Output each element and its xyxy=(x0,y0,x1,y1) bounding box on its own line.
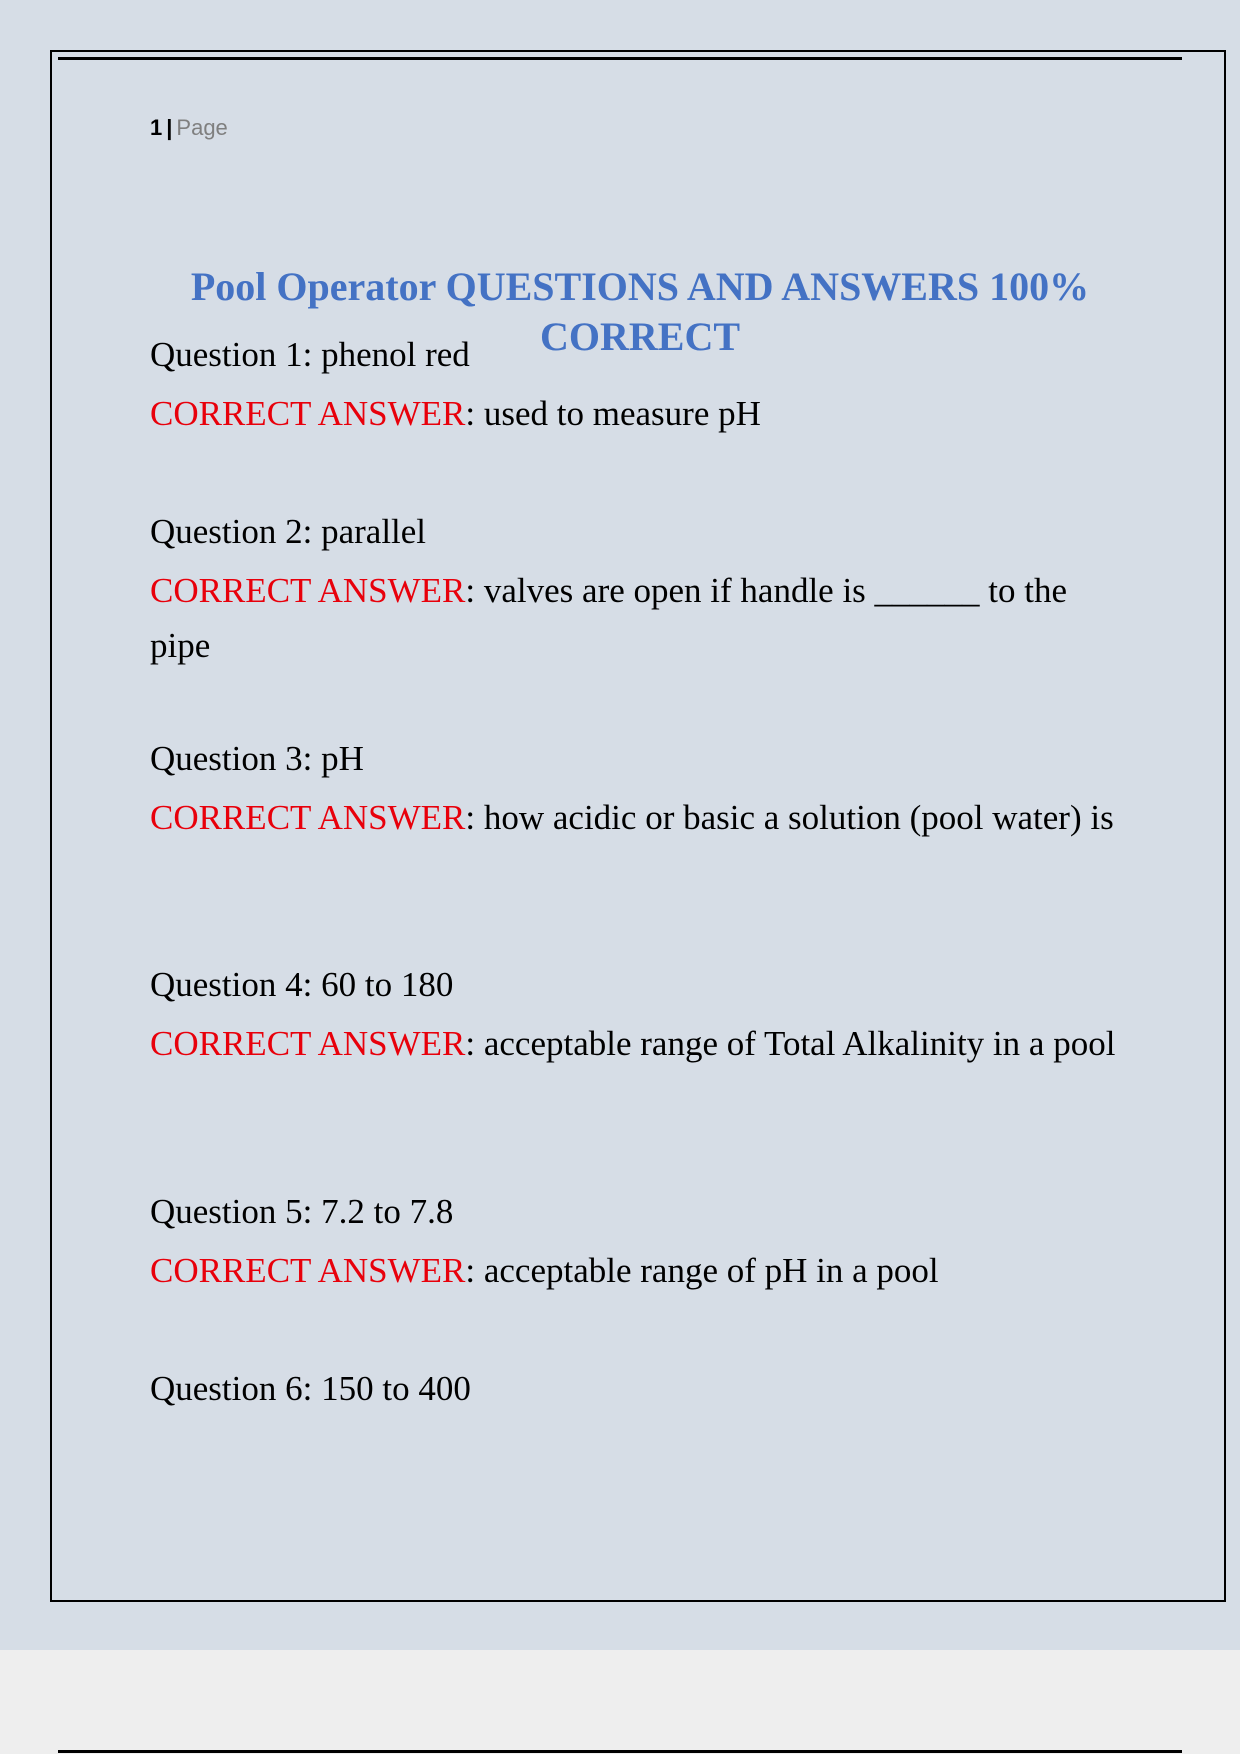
header-rule xyxy=(58,57,1182,60)
document-title: Pool Operator QUESTIONS AND ANSWERS 100% CORRECT xyxy=(190,264,1090,359)
page-header xyxy=(150,115,228,141)
question-1: Question 1: phenol red xyxy=(150,335,470,374)
answer-2 xyxy=(150,563,1130,673)
answer-5 xyxy=(150,1243,1130,1298)
question-2: Question 2: parallel xyxy=(150,512,427,551)
question-4: Question 4: 60 to 180 xyxy=(150,965,454,1004)
answer-label: CORRECT ANSWER xyxy=(150,571,466,610)
answer-3 xyxy=(150,790,1130,845)
question-6: Question 6: 150 to 400 xyxy=(150,1369,471,1408)
page-number: 1 xyxy=(150,115,163,140)
answer-text: : valves are open if handle is ______ to the pipe xyxy=(150,571,1068,665)
answer-label: CORRECT ANSWER xyxy=(150,798,466,837)
answer-label: CORRECT ANSWER xyxy=(150,394,466,433)
answer-text: : used to measure pH xyxy=(465,394,761,433)
question-5: Question 5: 7.2 to 7.8 xyxy=(150,1192,454,1231)
answer-label: CORRECT ANSWER xyxy=(150,1251,466,1290)
answer-text: : acceptable range of Total Alkalinity in a pool xyxy=(465,1024,1116,1063)
answer-1 xyxy=(150,386,1130,441)
answer-4 xyxy=(150,1016,1130,1071)
answer-text: : acceptable range of pH in a pool xyxy=(465,1251,939,1290)
question-3: Question 3: pH xyxy=(150,739,364,778)
page-separator: | xyxy=(166,115,173,140)
page-label: Page xyxy=(176,115,228,140)
answer-text: : how acidic or basic a solution (pool water) is xyxy=(465,798,1114,837)
next-page-header-rule xyxy=(58,1750,1182,1753)
answer-label: CORRECT ANSWER xyxy=(150,1024,466,1063)
